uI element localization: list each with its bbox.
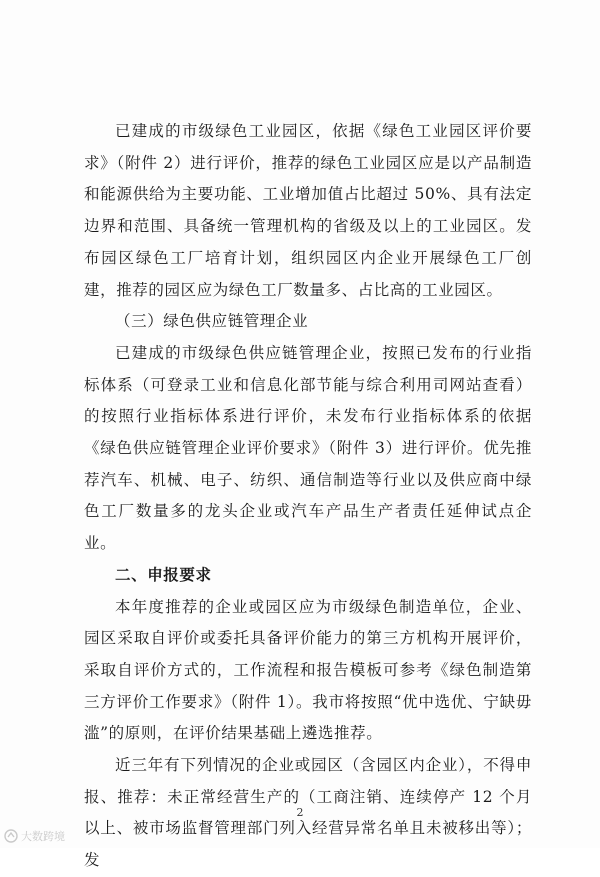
section-heading-application-requirements: 二、申报要求 — [115, 565, 212, 584]
paragraph-exclusion-conditions: 近三年有下列情况的企业或园区（含园区内企业），不得申报、推荐：未正常经营生产的（工商注销、连续停产 12 个月以上、被市场监督管理部门列入经营异常名单且未被移出等）；发 — [84, 756, 532, 870]
watermark — [4, 828, 65, 844]
subheading-green-supply-chain: （三）绿色供应链管理企业 — [115, 312, 309, 331]
paragraph-green-supply-chain: 已建成的市级绿色供应链管理企业，按照已发布的行业指标体系（可登录工业和信息化部节能与综合利用司网站查看）的按照行业指标体系进行评价，未发布行业指标体系的依据《绿色供应链管理企业评价要求》（附件 3）进行评价。优先推荐汽车、机械、电子、纺织、通信制造等行业以及供应商中绿色工厂数量多的龙头企业或汽车产品生产者责任延伸试点企业。 — [84, 343, 532, 553]
watermark-text: 大数跨境 — [21, 830, 65, 843]
logo-mark-icon — [4, 829, 18, 843]
paragraph-application-requirements: 本年度推荐的企业或园区应为市级绿色制造单位，企业、园区采取自评价或委托具备评价能力的第三方机构开展评价，采取自评价方式的，工作流程和报告模板可参考《绿色制造第三方评价工作要求》（附件 1）。我市将按照“优中选优、宁缺毋滥”的原则，在评价结果基础上遴选推荐。 — [84, 597, 532, 743]
page-number: 2 — [296, 806, 304, 819]
paragraph-green-industrial-park: 已建成的市级绿色工业园区，依据《绿色工业园区评价要求》（附件 2）进行评价，推荐的绿色工业园区应是以产品制造和能源供给为主要功能、工业增加值占比超过 50%、具有法定边界和范围、具备统一管理机构的省级及以上的工业园区。发布园区绿色工厂培育计划，组织园区内企业开展绿色工厂创建，推荐的园区应为绿色工厂数量多、占比高的工业园区。 — [84, 122, 532, 299]
document-body — [84, 116, 532, 877]
